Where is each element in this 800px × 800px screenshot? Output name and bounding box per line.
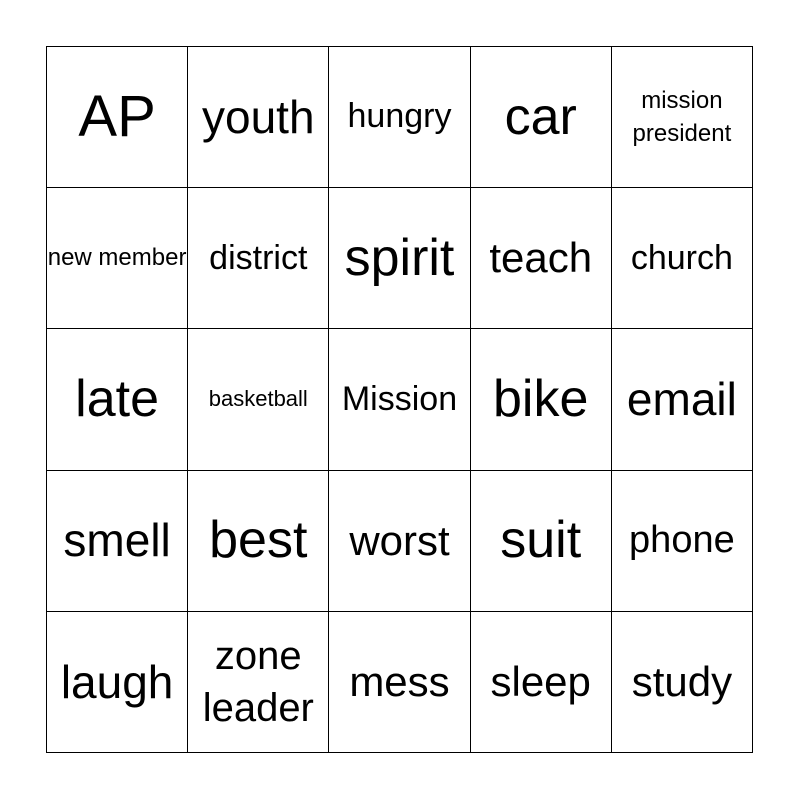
cell-text: car [504,87,577,146]
bingo-cell[interactable] [188,471,329,612]
bingo-cell[interactable] [612,47,753,188]
cell-text: mess [349,657,450,705]
cell-text: bike [492,369,589,428]
cell-text: best [209,511,308,570]
cell-text: district [209,238,308,277]
bingo-cell[interactable] [47,612,188,753]
cell-text: phone [629,518,735,561]
cell-text: smell [63,514,171,567]
cell-text: worst [349,516,450,564]
bingo-cell[interactable] [329,471,470,612]
bingo-cell[interactable] [47,329,188,470]
cell-text: church [630,238,733,277]
cell-text: AP [78,84,156,150]
cell-text: hungry [347,97,452,136]
cell-text: email [626,373,737,426]
cell-text: new member [47,244,187,272]
bingo-cell[interactable] [329,47,470,188]
cell-text: youth [202,90,315,143]
cell-text: Mission [341,379,458,418]
bingo-cell[interactable] [471,188,612,329]
bingo-cell[interactable] [471,47,612,188]
bingo-cell[interactable] [612,188,753,329]
bingo-cell[interactable] [188,329,329,470]
bingo-board [46,46,753,753]
bingo-cell[interactable] [471,471,612,612]
cell-text: mission president [632,86,732,148]
bingo-cell[interactable] [188,47,329,188]
cell-text: study [631,657,733,705]
cell-text: teach [489,234,593,282]
bingo-cell[interactable] [47,188,188,329]
cell-text: laugh [60,655,174,708]
bingo-cell[interactable] [329,612,470,753]
cell-text: sleep [490,657,591,705]
bingo-cell[interactable] [329,329,470,470]
bingo-cell[interactable] [612,471,753,612]
bingo-cell[interactable] [47,471,188,612]
bingo-cell[interactable] [612,329,753,470]
bingo-cell[interactable] [612,612,753,753]
bingo-cell[interactable] [471,612,612,753]
bingo-cell[interactable] [188,612,329,753]
bingo-cell[interactable] [329,188,470,329]
cell-text: basketball [208,386,308,412]
cell-text: zone leader [202,633,314,730]
cell-text: late [75,369,160,428]
cell-text: suit [500,511,582,570]
bingo-cell[interactable] [188,188,329,329]
cell-text: spirit [344,228,455,287]
bingo-cell[interactable] [471,329,612,470]
bingo-cell[interactable] [47,47,188,188]
